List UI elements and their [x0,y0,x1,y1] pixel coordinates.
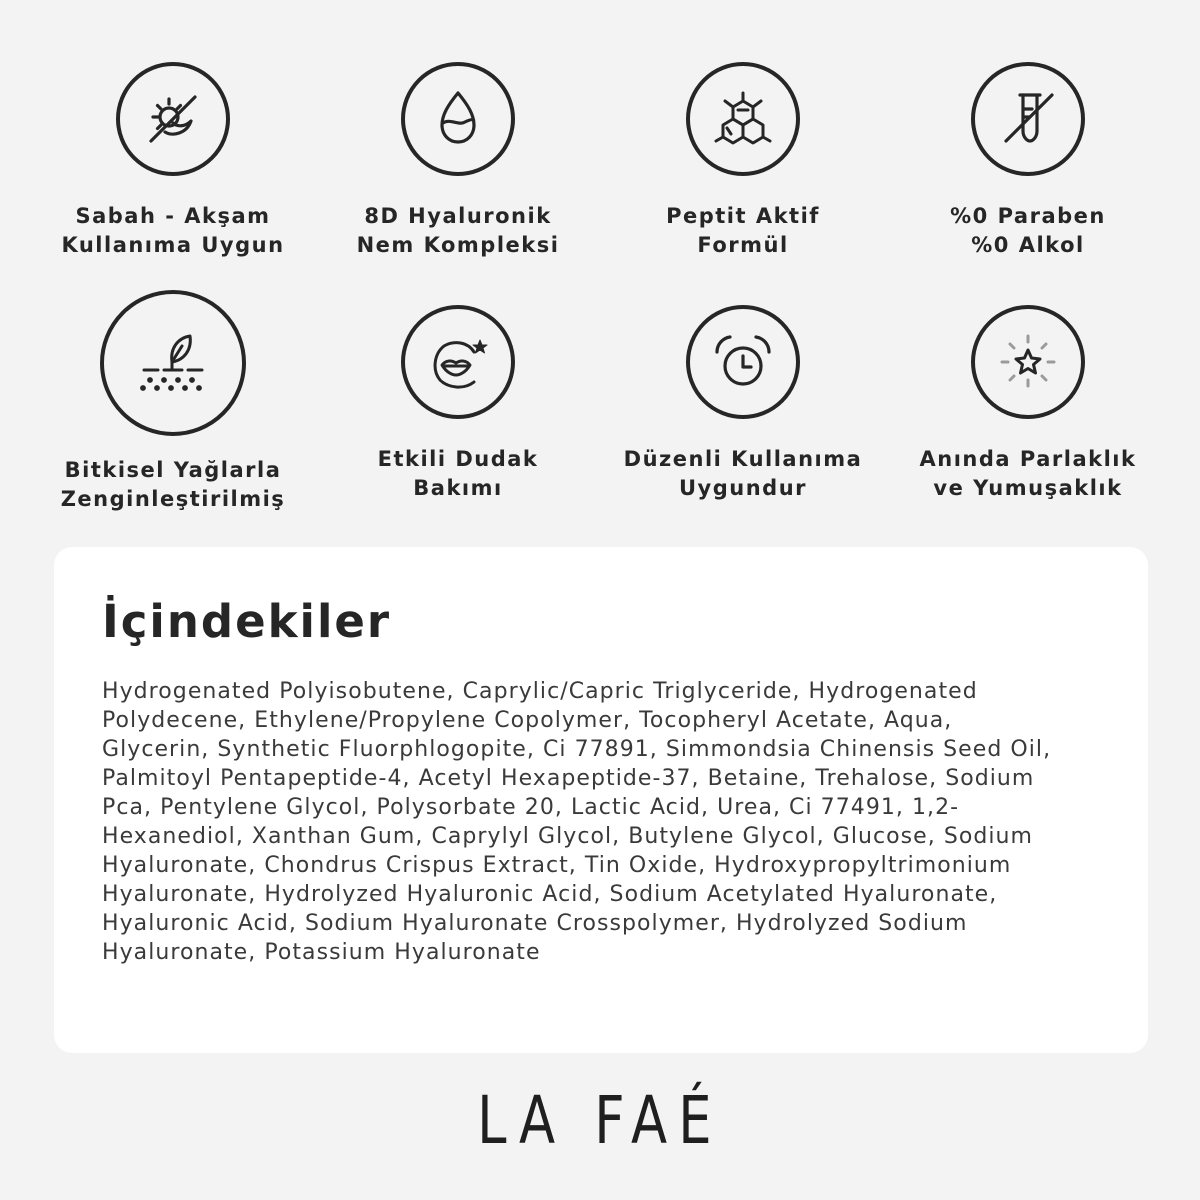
feature-label-line: Düzenli Kullanıma [623,447,863,471]
ingredients-line: Hyaluronate, Chondrus Crispus Extract, Tin Oxide, Hydroxypropyltrimonium [102,853,1012,878]
feature-label-line: Nem Kompleksi [356,233,560,257]
sparkle-star-icon [971,305,1085,419]
ingredients-line: Palmitoyl Pentapeptide-4, Acetyl Hexapeptide-37, Betaine, Trehalose, Sodium [102,766,1035,791]
feature-8d-hyaluronik [308,62,608,260]
brand-logo: LA FAÉ [477,1082,723,1159]
feature-dudak-bakimi [308,305,608,503]
feature-label [666,202,820,260]
ingredients-line: Hexanediol, Xanthan Gum, Caprylyl Glycol, Butylene Glycol, Glucose, Sodium [102,824,1033,849]
feature-bitkisel-yaglar [23,290,323,514]
ingredients-list [102,677,1112,967]
ingredients-line: Pca, Pentylene Glycol, Polysorbate 20, Lactic Acid, Urea, Ci 77491, 1,2- [102,795,960,820]
feature-sabah-aksam [23,62,323,260]
lips-star-icon [401,305,515,419]
ingredients-line: Glycerin, Synthetic Fluorphlogopite, Ci 77891, Simmondsia Chinensis Seed Oil, [102,737,1052,762]
ingredients-line: Hyaluronate, Hydrolyzed Hyaluronic Acid, Sodium Acetylated Hyaluronate, [102,882,998,907]
feature-label-line: %0 Alkol [971,233,1085,257]
ingredients-line: Hyaluronate, Potassium Hyaluronate [102,940,541,965]
feature-duzenli-kullanim [593,305,893,503]
feature-label-line: Bakımı [413,476,503,500]
feature-paraben-alkol [878,62,1178,260]
test-tube-crossed-icon [971,62,1085,176]
feature-peptit [593,62,893,260]
feature-label [61,202,284,260]
ingredients-title: İçindekiler [102,595,392,648]
feature-label-line: Sabah - Akşam [75,204,271,228]
sun-moon-icon [116,62,230,176]
ingredients-line: Hyaluronic Acid, Sodium Hyaluronate Crosspolymer, Hydrolyzed Sodium [102,911,968,936]
feature-label-line: Uygundur [678,476,807,500]
ingredients-line: Hydrogenated Polyisobutene, Caprylic/Capric Triglyceride, Hydrogenated [102,679,978,704]
molecule-icon [686,62,800,176]
feature-label-line: Bitkisel Yağlarla [64,458,282,482]
leaf-soil-icon [100,290,246,436]
feature-label-line: 8D Hyaluronik [364,204,552,228]
ingredients-card [54,547,1148,1053]
feature-parlaklik [878,305,1178,503]
feature-label [920,445,1137,503]
feature-label-line: %0 Paraben [950,204,1106,228]
feature-label-line: ve Yumuşaklık [933,476,1123,500]
feature-label-line: Anında Parlaklık [919,447,1137,471]
feature-label-line: Zenginleştirilmiş [60,487,286,511]
feature-label [950,202,1106,260]
alarm-clock-icon [686,305,800,419]
feature-label-line: Etkili Dudak [377,447,539,471]
water-drop-icon [401,62,515,176]
feature-label [378,445,539,503]
feature-label-line: Kullanıma Uygun [61,233,285,257]
feature-label [624,445,863,503]
feature-label-line: Formül [697,233,789,257]
ingredients-line: Polydecene, Ethylene/Propylene Copolymer, Tocopheryl Acetate, Aqua, [102,708,953,733]
feature-label [61,456,286,514]
feature-label-line: Peptit Aktif [666,204,820,228]
feature-label [357,202,560,260]
